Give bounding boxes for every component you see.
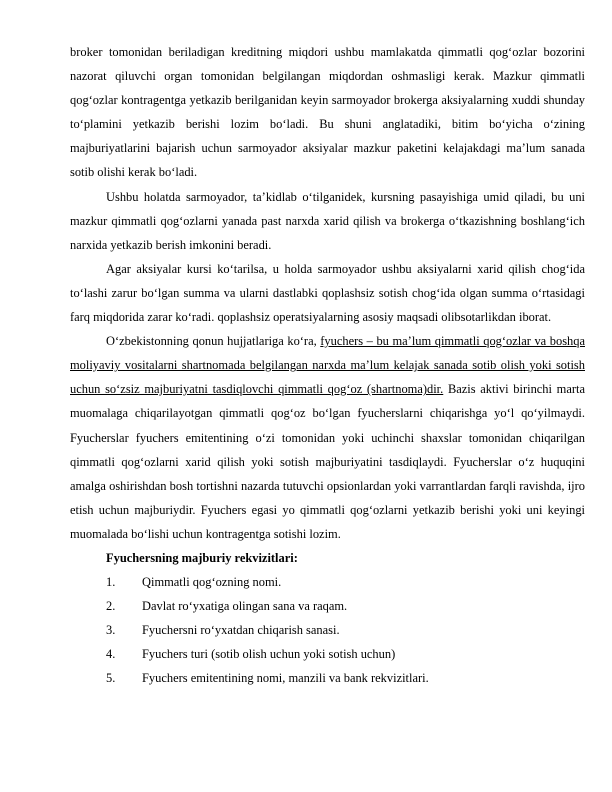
list-item-text: Davlat ro‘yxatiga olingan sana va raqam.: [142, 599, 348, 614]
futures-definition-link[interactable]: fyuchers – bu ma’lum qimmatli qog‘ozlar va boshqa moliyaviy vositalarni shartnomada belgilangan narxda ma’lum kelajak sanada sotib olish yoki sotish uchun so‘zsiz majburiyatni tasdiqlovchi qimmatli qog‘oz (shartnoma)dir.: [70, 334, 585, 397]
list-item-number: 3.: [106, 623, 116, 638]
list-item: [70, 642, 585, 666]
list-item: [70, 666, 585, 690]
section-heading: Fyuchersning majburiy rekvizitlari:: [106, 550, 298, 565]
document-page: [70, 40, 585, 691]
list-item-text: Fyuchers turi (sotib olish uchun yoki sotish uchun): [142, 647, 396, 662]
paragraph-3: Agar aksiyalar kursi ko‘tarilsa, u holda sarmoyador ushbu aksiyalarni xarid qilish chog‘ida to‘lashi zarur bo‘lgan summa va ularni dastlabki qoplashsiz sotish chog‘ida olgan summa o‘rtasidagi farq miqdorida zarar ko‘radi. qoplashsiz operatsiyalarning asosiy maqsadi olibsotarlikdan iborat.: [70, 261, 585, 325]
list-item: [70, 594, 585, 618]
list-item-number: 1.: [106, 575, 116, 590]
requisites-list: [70, 570, 585, 690]
list-item-number: 4.: [106, 647, 116, 662]
paragraph-4: [70, 329, 585, 546]
list-item-number: 2.: [106, 599, 116, 614]
paragraph-1: broker tomonidan beriladigan kreditning miqdori ushbu mamlakatda qimmatli qog‘ozlar bozorini nazorat qiluvchi organ tomonidan belgilangan miqdordan oshmasligi kerak. Mazkur qimmatli qog‘ozlar kontragentga yetkazib berilganidan keyin sarmoyador brokerga aksiyalarning xuddi shunday to‘plamini yetkazib berishi lozim bo‘ladi. Bu shuni anglatadiki, bitim bo‘yicha o‘zining majburiyatlarini bajarish uchun sarmoyador aksiyalar mazkur paketini kelajakdagi ma’lum sanada sotib olishi kerak bo‘ladi.: [70, 45, 585, 180]
paragraph-4-body: Bazis aktivi birinchi marta muomalaga chiqarilayotgan qimmatli qog‘oz bo‘lgan fyucherslarni chiqarishga yo‘l qo‘yilmaydi. Fyucherslar fyuchers emitentining o‘zi tomonidan yoki uchinchi shaxslar tomonidan chiqarilgan qimmatli qog‘ozlarni xarid qilish yoki sotish majburiyatini tasdiqlaydi. Fyucherslar o‘z huquqini amalga oshirishdan bosh tortishni nazarda tutuvchi opsionlardan yoki varrantlardan farqli ravishda, ijro etish uchun majburiydir. Fyuchers egasi yo qimmatli qog‘ozlarni yetkazib berishi yoki uni keyingi muomalada bo‘lishi uchun kontragentga sotishi lozim.: [70, 382, 585, 541]
list-item: [70, 618, 585, 642]
list-item: [70, 570, 585, 594]
paragraph-2: Ushbu holatda sarmoyador, ta’kidlab o‘tilganidek, kursning pasayishiga umid qiladi, bu uni mazkur qimmatli qog‘ozlarni yanada past narxda xarid qilish va brokerga o‘tkazishning boshlang‘ich narxida yetkazib berish imkonini beradi.: [70, 189, 585, 252]
paragraph-4-intro: O‘zbekistonning qonun hujjatlariga ko‘ra,: [106, 334, 321, 349]
list-item-number: 5.: [106, 671, 116, 686]
list-item-text: Fyuchersni ro‘yxatdan chiqarish sanasi.: [142, 623, 340, 638]
list-item-text: Qimmatli qog‘ozning nomi.: [142, 575, 282, 590]
list-item-text: Fyuchers emitentining nomi, manzili va bank rekvizitlari.: [142, 671, 429, 686]
